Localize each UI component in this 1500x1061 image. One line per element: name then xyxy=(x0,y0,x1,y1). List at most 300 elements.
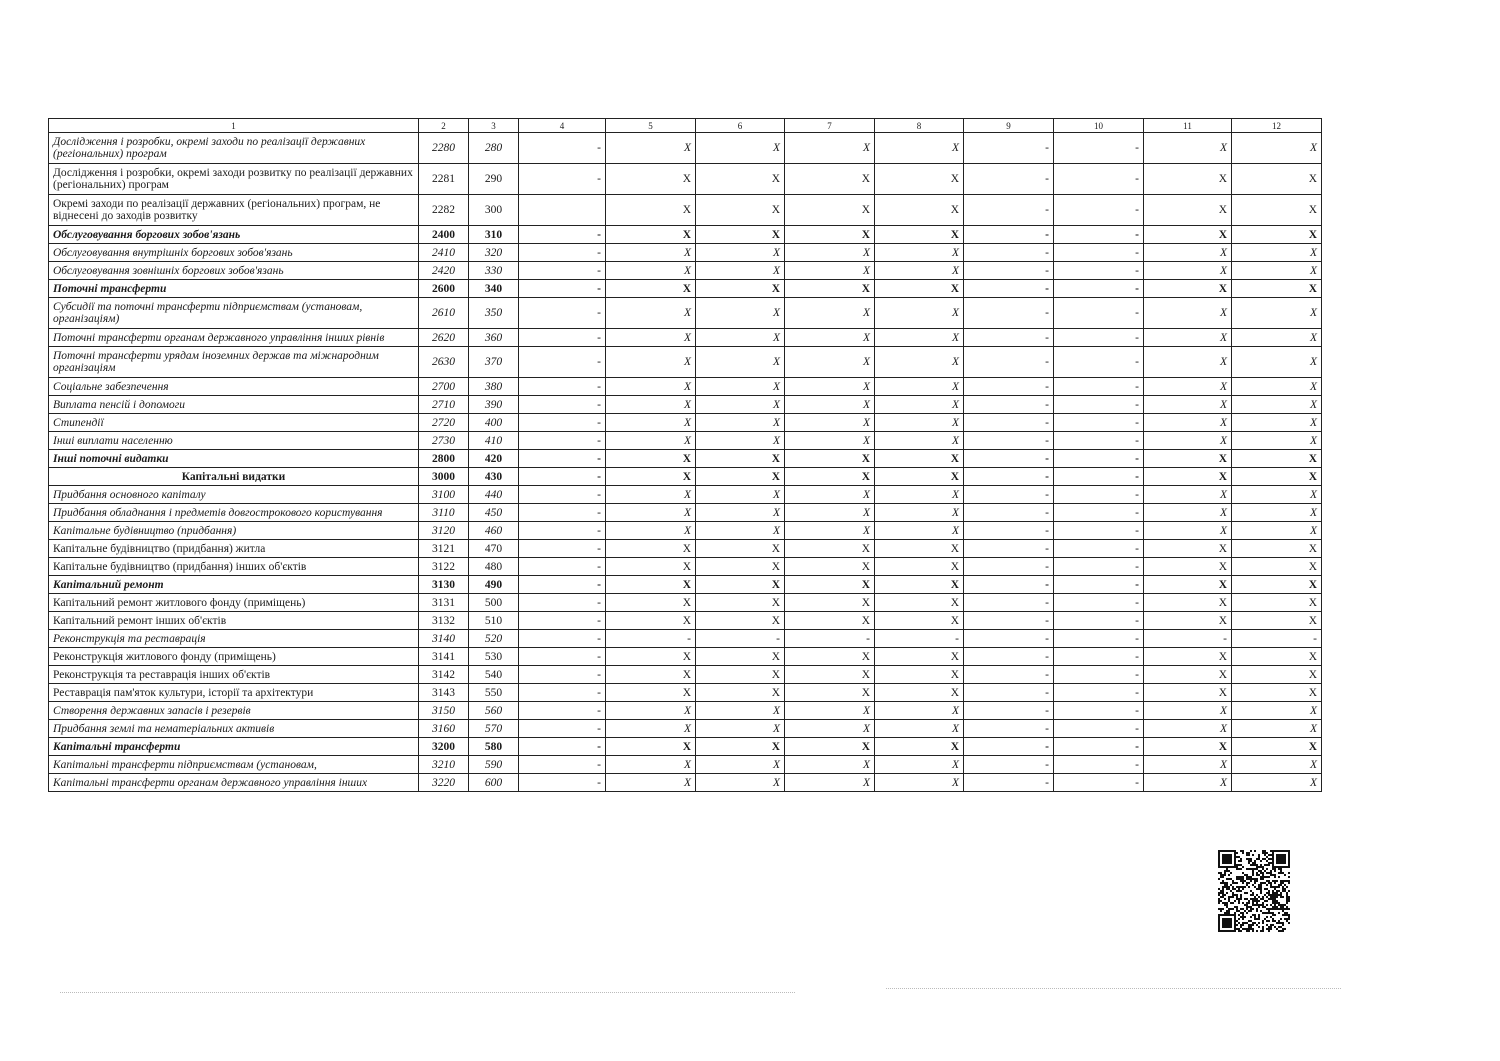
row-cell: - xyxy=(1054,720,1144,738)
row-name: Капітальний ремонт xyxy=(49,576,419,594)
table-header-row xyxy=(49,119,1322,133)
row-cell: X xyxy=(606,594,696,612)
row-line-number: 400 xyxy=(469,414,519,432)
row-cell: X xyxy=(1232,133,1322,164)
table-row xyxy=(49,280,1322,298)
row-cell: X xyxy=(785,133,875,164)
row-cell: X xyxy=(606,486,696,504)
table-row xyxy=(49,486,1322,504)
row-cell: X xyxy=(875,468,964,486)
row-cell: - xyxy=(964,226,1054,244)
row-cell: - xyxy=(964,329,1054,347)
row-cell: X xyxy=(1232,702,1322,720)
row-cell: X xyxy=(1144,594,1232,612)
row-cell: - xyxy=(964,594,1054,612)
row-cell: - xyxy=(696,630,785,648)
row-cell: X xyxy=(1232,450,1322,468)
row-cell: X xyxy=(1144,648,1232,666)
table-row xyxy=(49,468,1322,486)
budget-table xyxy=(48,118,1322,792)
row-code: 3143 xyxy=(419,684,469,702)
row-code: 3210 xyxy=(419,756,469,774)
row-cell: X xyxy=(875,522,964,540)
row-cell: - xyxy=(1054,164,1144,195)
column-number-header: 12 xyxy=(1232,119,1322,133)
row-cell: - xyxy=(519,720,606,738)
row-cell: X xyxy=(606,195,696,226)
row-cell: X xyxy=(696,329,785,347)
table-row xyxy=(49,576,1322,594)
row-name: Інші виплати населенню xyxy=(49,432,419,450)
row-cell: X xyxy=(875,558,964,576)
row-cell: X xyxy=(785,576,875,594)
row-name: Капітальні видатки xyxy=(49,468,419,486)
table-row xyxy=(49,522,1322,540)
row-line-number: 570 xyxy=(469,720,519,738)
table-row xyxy=(49,666,1322,684)
row-cell: X xyxy=(785,468,875,486)
row-code: 2400 xyxy=(419,226,469,244)
row-cell: - xyxy=(964,756,1054,774)
row-code: 2730 xyxy=(419,432,469,450)
row-line-number: 330 xyxy=(469,262,519,280)
row-cell: - xyxy=(1144,630,1232,648)
row-cell: - xyxy=(964,396,1054,414)
row-cell: - xyxy=(519,486,606,504)
row-cell: - xyxy=(1054,666,1144,684)
row-cell: - xyxy=(519,648,606,666)
row-cell: X xyxy=(1232,378,1322,396)
row-cell: - xyxy=(964,450,1054,468)
row-name: Соціальне забезпечення xyxy=(49,378,419,396)
row-cell: - xyxy=(964,612,1054,630)
row-cell: X xyxy=(785,774,875,792)
row-code: 2280 xyxy=(419,133,469,164)
row-cell: X xyxy=(696,684,785,702)
row-cell: - xyxy=(519,396,606,414)
row-code: 2600 xyxy=(419,280,469,298)
row-cell: X xyxy=(1232,558,1322,576)
row-cell: - xyxy=(1054,329,1144,347)
column-number-header: 1 xyxy=(49,119,419,133)
row-line-number: 480 xyxy=(469,558,519,576)
row-name: Реконструкція та реставрація інших об'єктів xyxy=(49,666,419,684)
column-number-header: 4 xyxy=(519,119,606,133)
row-cell: X xyxy=(875,540,964,558)
row-cell: X xyxy=(696,468,785,486)
footer-divider-right xyxy=(886,988,1341,989)
row-cell: - xyxy=(519,558,606,576)
row-cell: X xyxy=(1232,774,1322,792)
row-cell: - xyxy=(1054,774,1144,792)
row-cell: - xyxy=(964,298,1054,329)
table-row xyxy=(49,630,1322,648)
column-number-header: 7 xyxy=(785,119,875,133)
row-cell: - xyxy=(1054,226,1144,244)
row-cell: X xyxy=(1144,684,1232,702)
row-cell: X xyxy=(785,720,875,738)
row-name: Обслуговування боргових зобов'язань xyxy=(49,226,419,244)
row-cell: - xyxy=(519,244,606,262)
row-cell: X xyxy=(875,576,964,594)
row-cell: - xyxy=(519,414,606,432)
row-name: Капітальне будівництво (придбання) інших об'єктів xyxy=(49,558,419,576)
row-name: Стипендії xyxy=(49,414,419,432)
row-cell: X xyxy=(606,262,696,280)
row-code: 2800 xyxy=(419,450,469,468)
column-number-header: 10 xyxy=(1054,119,1144,133)
row-name: Придбання обладнання і предметів довгострокового користування xyxy=(49,504,419,522)
row-name: Капітальні трансферти xyxy=(49,738,419,756)
row-cell: X xyxy=(606,720,696,738)
row-cell: - xyxy=(1054,738,1144,756)
row-cell: X xyxy=(875,738,964,756)
table-row xyxy=(49,244,1322,262)
table-row xyxy=(49,396,1322,414)
row-cell: X xyxy=(696,164,785,195)
row-cell: X xyxy=(606,347,696,378)
row-cell: X xyxy=(875,378,964,396)
row-cell: - xyxy=(519,133,606,164)
row-cell: X xyxy=(875,396,964,414)
row-cell: X xyxy=(875,280,964,298)
row-cell: - xyxy=(519,594,606,612)
table-row xyxy=(49,594,1322,612)
row-cell: - xyxy=(519,612,606,630)
row-line-number: 490 xyxy=(469,576,519,594)
row-name: Капітальні трансферти підприємствам (установам, xyxy=(49,756,419,774)
row-cell: X xyxy=(785,262,875,280)
row-cell: X xyxy=(696,720,785,738)
row-cell: X xyxy=(1232,262,1322,280)
row-cell: X xyxy=(1144,329,1232,347)
row-cell: - xyxy=(1054,684,1144,702)
row-line-number: 460 xyxy=(469,522,519,540)
row-name: Капітальне будівництво (придбання) xyxy=(49,522,419,540)
row-cell: X xyxy=(696,702,785,720)
row-cell: - xyxy=(964,414,1054,432)
row-cell: X xyxy=(606,414,696,432)
row-cell: X xyxy=(1232,756,1322,774)
row-cell: X xyxy=(1144,262,1232,280)
row-cell: X xyxy=(1232,329,1322,347)
row-cell: X xyxy=(785,522,875,540)
row-cell: - xyxy=(1054,576,1144,594)
table-row xyxy=(49,329,1322,347)
row-cell: X xyxy=(606,244,696,262)
table-row xyxy=(49,414,1322,432)
row-cell: X xyxy=(606,702,696,720)
row-code: 3110 xyxy=(419,504,469,522)
row-cell: X xyxy=(785,504,875,522)
row-cell: X xyxy=(1232,666,1322,684)
footer-divider-left xyxy=(60,992,795,993)
qr-code-icon xyxy=(1218,850,1290,932)
row-cell: - xyxy=(519,684,606,702)
row-cell: - xyxy=(519,164,606,195)
row-name: Субсидії та поточні трансферти підприємствам (установам, організаціям) xyxy=(49,298,419,329)
row-cell: X xyxy=(1144,666,1232,684)
row-cell: X xyxy=(785,378,875,396)
row-cell: X xyxy=(1144,226,1232,244)
row-cell: X xyxy=(606,133,696,164)
row-cell: X xyxy=(785,558,875,576)
row-cell: X xyxy=(696,244,785,262)
row-cell: - xyxy=(964,558,1054,576)
row-cell: - xyxy=(519,540,606,558)
table-row xyxy=(49,702,1322,720)
row-code: 2410 xyxy=(419,244,469,262)
row-cell: X xyxy=(696,347,785,378)
row-cell: X xyxy=(1232,612,1322,630)
row-cell: - xyxy=(1232,630,1322,648)
row-cell: X xyxy=(1232,540,1322,558)
row-cell: X xyxy=(1144,612,1232,630)
row-cell: - xyxy=(964,504,1054,522)
row-cell: - xyxy=(1054,378,1144,396)
row-cell: X xyxy=(1144,450,1232,468)
row-cell: - xyxy=(519,432,606,450)
row-cell: X xyxy=(1232,468,1322,486)
row-cell: - xyxy=(964,648,1054,666)
row-cell: - xyxy=(1054,133,1144,164)
row-cell: X xyxy=(1232,522,1322,540)
row-cell: X xyxy=(785,396,875,414)
row-cell: - xyxy=(964,244,1054,262)
table-row xyxy=(49,684,1322,702)
row-code: 3122 xyxy=(419,558,469,576)
row-cell: X xyxy=(875,133,964,164)
row-cell: X xyxy=(606,738,696,756)
row-cell: X xyxy=(875,244,964,262)
row-line-number: 430 xyxy=(469,468,519,486)
row-line-number: 510 xyxy=(469,612,519,630)
row-cell: X xyxy=(1144,576,1232,594)
column-number-header: 11 xyxy=(1144,119,1232,133)
row-cell: X xyxy=(1232,576,1322,594)
column-number-header: 9 xyxy=(964,119,1054,133)
row-line-number: 600 xyxy=(469,774,519,792)
row-cell: X xyxy=(606,648,696,666)
row-cell: X xyxy=(606,540,696,558)
row-cell: - xyxy=(1054,486,1144,504)
row-cell: X xyxy=(875,450,964,468)
row-cell: X xyxy=(1144,164,1232,195)
row-cell: - xyxy=(1054,347,1144,378)
row-line-number: 550 xyxy=(469,684,519,702)
row-cell: X xyxy=(1144,504,1232,522)
row-name: Реконструкція та реставрація xyxy=(49,630,419,648)
row-cell: X xyxy=(696,738,785,756)
row-cell: X xyxy=(875,756,964,774)
row-line-number: 560 xyxy=(469,702,519,720)
row-cell: X xyxy=(875,720,964,738)
row-line-number: 290 xyxy=(469,164,519,195)
row-cell: - xyxy=(1054,630,1144,648)
row-cell: X xyxy=(785,298,875,329)
row-name: Поточні трансферти урядам іноземних держав та міжнародним організаціям xyxy=(49,347,419,378)
row-code: 3220 xyxy=(419,774,469,792)
table-row xyxy=(49,612,1322,630)
row-cell: - xyxy=(1054,648,1144,666)
row-cell: - xyxy=(1054,612,1144,630)
row-cell: X xyxy=(875,702,964,720)
column-number-header: 5 xyxy=(606,119,696,133)
row-code: 3200 xyxy=(419,738,469,756)
row-cell: X xyxy=(785,612,875,630)
row-code: 3132 xyxy=(419,612,469,630)
row-name: Поточні трансферти органам державного управління інших рівнів xyxy=(49,329,419,347)
row-cell: X xyxy=(606,522,696,540)
row-line-number: 540 xyxy=(469,666,519,684)
row-cell: X xyxy=(785,226,875,244)
row-name: Поточні трансферти xyxy=(49,280,419,298)
row-cell: X xyxy=(1144,378,1232,396)
row-cell: X xyxy=(696,262,785,280)
table-row xyxy=(49,558,1322,576)
row-cell: X xyxy=(875,684,964,702)
row-cell: - xyxy=(1054,298,1144,329)
row-code: 2420 xyxy=(419,262,469,280)
row-cell: X xyxy=(785,738,875,756)
row-cell: - xyxy=(1054,504,1144,522)
row-cell: - xyxy=(1054,540,1144,558)
row-cell: X xyxy=(606,684,696,702)
row-cell: X xyxy=(606,450,696,468)
row-name: Створення державних запасів і резервів xyxy=(49,702,419,720)
row-code: 3160 xyxy=(419,720,469,738)
row-cell: - xyxy=(519,226,606,244)
row-cell: X xyxy=(1232,347,1322,378)
row-code: 2610 xyxy=(419,298,469,329)
row-cell: - xyxy=(964,630,1054,648)
row-cell: X xyxy=(696,648,785,666)
row-cell: X xyxy=(696,756,785,774)
row-cell: - xyxy=(519,774,606,792)
row-cell: X xyxy=(606,432,696,450)
row-code: 3131 xyxy=(419,594,469,612)
row-cell: X xyxy=(606,329,696,347)
row-cell: X xyxy=(696,396,785,414)
row-cell: X xyxy=(785,195,875,226)
row-line-number: 360 xyxy=(469,329,519,347)
row-line-number: 520 xyxy=(469,630,519,648)
table-row xyxy=(49,262,1322,280)
row-cell: X xyxy=(875,414,964,432)
row-cell: X xyxy=(1232,594,1322,612)
row-cell: X xyxy=(1232,244,1322,262)
row-cell: - xyxy=(1054,522,1144,540)
row-cell: X xyxy=(1144,298,1232,329)
row-cell: X xyxy=(1144,774,1232,792)
row-cell: X xyxy=(1144,195,1232,226)
row-cell: X xyxy=(696,450,785,468)
row-code: 2700 xyxy=(419,378,469,396)
row-line-number: 590 xyxy=(469,756,519,774)
row-code: 3150 xyxy=(419,702,469,720)
row-cell: - xyxy=(964,133,1054,164)
row-cell: X xyxy=(696,432,785,450)
row-cell: - xyxy=(964,666,1054,684)
row-line-number: 340 xyxy=(469,280,519,298)
table-row xyxy=(49,540,1322,558)
row-code: 3141 xyxy=(419,648,469,666)
row-cell: X xyxy=(875,347,964,378)
row-cell: X xyxy=(875,648,964,666)
row-line-number: 450 xyxy=(469,504,519,522)
row-name: Придбання основного капіталу xyxy=(49,486,419,504)
row-cell: X xyxy=(696,486,785,504)
row-line-number: 300 xyxy=(469,195,519,226)
row-code: 2620 xyxy=(419,329,469,347)
row-cell: - xyxy=(519,522,606,540)
row-cell: X xyxy=(696,195,785,226)
row-cell: X xyxy=(696,774,785,792)
row-cell: - xyxy=(964,486,1054,504)
table-row xyxy=(49,756,1322,774)
row-code: 2720 xyxy=(419,414,469,432)
row-cell: X xyxy=(785,702,875,720)
row-cell: - xyxy=(875,630,964,648)
row-cell: X xyxy=(875,666,964,684)
row-name: Обслуговування внутрішніх боргових зобов'язань xyxy=(49,244,419,262)
row-name: Придбання землі та нематеріальних активів xyxy=(49,720,419,738)
row-cell: X xyxy=(1144,540,1232,558)
row-cell: X xyxy=(1144,414,1232,432)
row-name: Капітальне будівництво (придбання) житла xyxy=(49,540,419,558)
row-name: Обслуговування зовнішніх боргових зобов'язань xyxy=(49,262,419,280)
row-cell: X xyxy=(785,280,875,298)
table-row xyxy=(49,450,1322,468)
row-cell: X xyxy=(606,298,696,329)
row-cell: - xyxy=(519,280,606,298)
row-cell: X xyxy=(1232,432,1322,450)
row-cell: X xyxy=(1232,226,1322,244)
row-cell: X xyxy=(785,244,875,262)
row-cell: - xyxy=(519,262,606,280)
row-cell: X xyxy=(1144,244,1232,262)
row-cell: X xyxy=(606,504,696,522)
row-cell: X xyxy=(1232,164,1322,195)
row-cell: X xyxy=(785,666,875,684)
row-cell: X xyxy=(696,504,785,522)
row-cell: X xyxy=(875,612,964,630)
row-cell: X xyxy=(606,756,696,774)
row-cell: X xyxy=(875,164,964,195)
row-cell: - xyxy=(1054,244,1144,262)
row-cell: X xyxy=(785,486,875,504)
row-cell: - xyxy=(964,720,1054,738)
row-cell: - xyxy=(964,195,1054,226)
row-cell: X xyxy=(606,280,696,298)
row-cell: X xyxy=(1144,133,1232,164)
row-cell: - xyxy=(964,280,1054,298)
row-cell: - xyxy=(519,378,606,396)
row-line-number: 420 xyxy=(469,450,519,468)
row-cell: - xyxy=(964,468,1054,486)
row-cell: X xyxy=(696,594,785,612)
row-cell: X xyxy=(875,432,964,450)
table-row xyxy=(49,720,1322,738)
row-line-number: 470 xyxy=(469,540,519,558)
row-cell: X xyxy=(1232,195,1322,226)
row-code: 2630 xyxy=(419,347,469,378)
row-cell: - xyxy=(519,298,606,329)
column-number-header: 3 xyxy=(469,119,519,133)
row-line-number: 310 xyxy=(469,226,519,244)
row-cell: - xyxy=(1054,756,1144,774)
row-cell: X xyxy=(1232,504,1322,522)
